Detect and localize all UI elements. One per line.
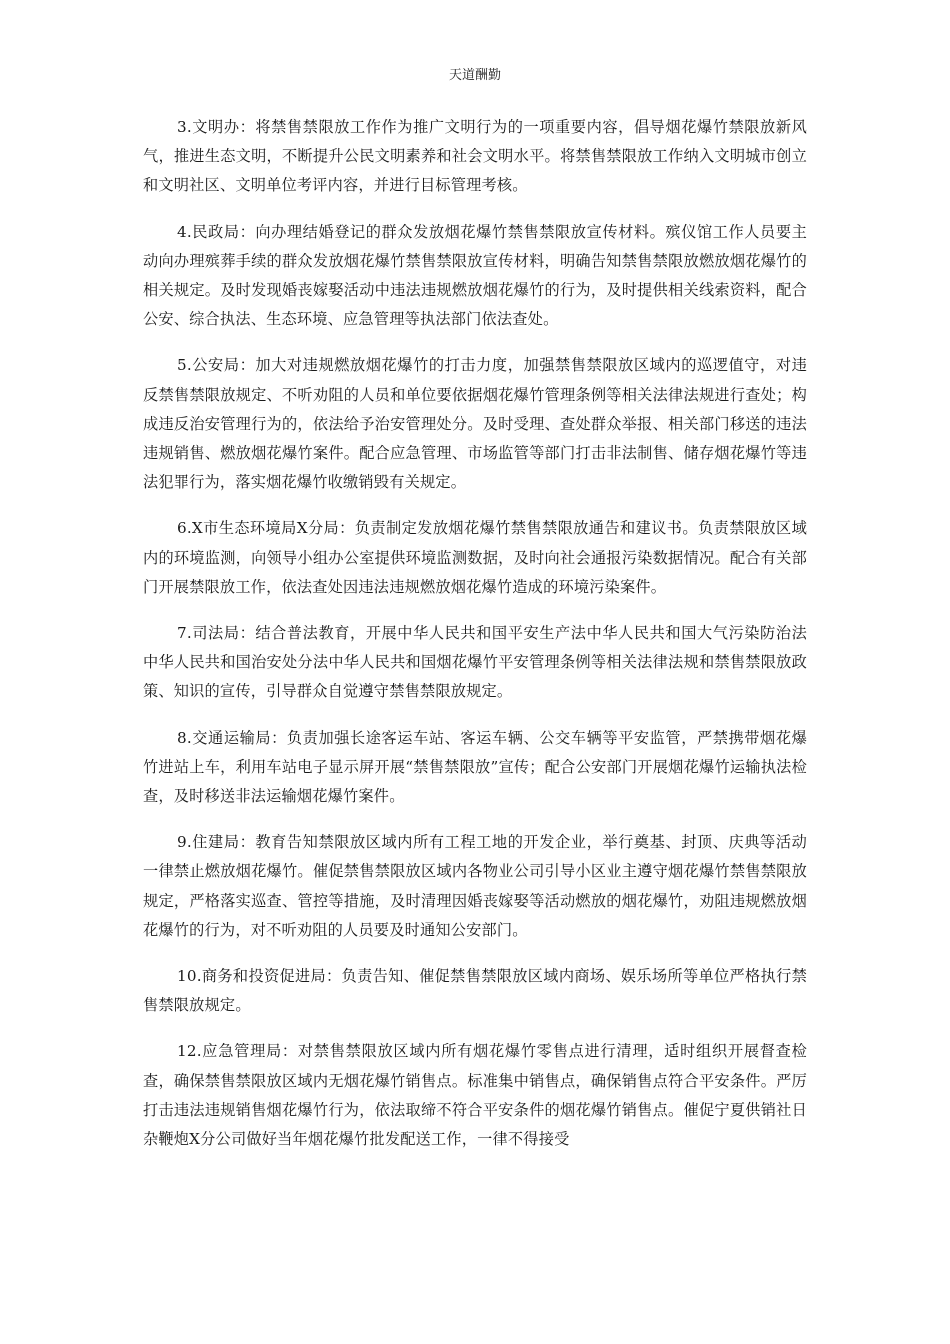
paragraph-commerce-investment-bureau: 10.商务和投资促进局：负责告知、催促禁售禁限放区域内商场、娱乐场所等单位严格执行禁售禁限放规定。 [143, 967, 807, 1015]
paragraph-emergency-management-bureau: 12.应急管理局：对禁售禁限放区域内所有烟花爆竹零售点进行清理，适时组织开展督查检查，确保禁售禁限放区域内无烟花爆竹销售点。标准集中销售点，确保销售点符合平安条件。严厉打击违法违规销售烟花爆竹行为，依法取缔不符合平安条件的烟花爆竹销售点。催促宁夏供销社日杂鞭炮X分公司做好当年烟花爆竹批发配送工作，一律不得接受 [143, 1042, 807, 1149]
paragraph-civil-affairs-bureau: 4.民政局：向办理结婚登记的群众发放烟花爆竹禁售禁限放宣传材料。殡仪馆工作人员要主动向办理殡葬手续的群众发放烟花爆竹禁售禁限放宣传材料，明确告知禁售禁限放燃放烟花爆竹的相关规定。及时发现婚丧嫁娶活动中违法违规燃放烟花爆竹的行为，及时提供相关线索资料，配合公安、综合执法、生态环境、应急管理等执法部门依法查处。 [143, 222, 807, 329]
paragraph-civilization-office: 3.文明办：将禁售禁限放工作作为推广文明行为的一项重要内容，倡导烟花爆竹禁限放新风气，推进生态文明，不断提升公民文明素养和社会文明水平。将禁售禁限放工作纳入文明城市创立和文明社区、文明单位考评内容，并进行目标管理考核。 [143, 118, 807, 195]
paragraph-justice-bureau: 7.司法局：结合普法教育，开展中华人民共和国平安生产法中华人民共和国大气污染防治法中华人民共和国治安处分法中华人民共和国烟花爆竹平安管理条例等相关法律法规和禁售禁限放政策、知识的宣传，引导群众自觉遵守禁售禁限放规定。 [143, 624, 807, 701]
document-body [143, 113, 807, 1171]
paragraph-public-security-bureau: 5.公安局：加大对违规燃放烟花爆竹的打击力度，加强禁售禁限放区域内的巡逻值守，对违反禁售禁限放规定、不听劝阻的人员和单位要依据烟花爆竹管理条例等相关法律法规进行查处；构成违反治安管理行为的，依法给予治安管理处分。及时受理、查处群众举报、相关部门移送的违法违规销售、燃放烟花爆竹案件。配合应急管理、市场监管等部门打击非法制售、储存烟花爆竹等违法犯罪行为，落实烟花爆竹收缴销毁有关规定。 [143, 356, 807, 492]
page-header: 天道酬勤 [448, 68, 501, 83]
paragraph-housing-construction-bureau: 9.住建局：教育告知禁限放区域内所有工程工地的开发企业，举行奠基、封顶、庆典等活动一律禁止燃放烟花爆竹。催促禁售禁限放区域内各物业公司引导小区业主遵守烟花爆竹禁售禁限放规定，严格落实巡查、管控等措施，及时清理因婚丧嫁娶等活动燃放的烟花爆竹，劝阻违规燃放烟花爆竹的行为，对不听劝阻的人员要及时通知公安部门。 [143, 833, 807, 939]
paragraph-transport-bureau: 8.交通运输局：负责加强长途客运车站、客运车辆、公交车辆等平安监管，严禁携带烟花爆竹进站上车，利用车站电子显示屏开展“禁售禁限放”宣传；配合公安部门开展烟花爆竹运输执法检查，及时移送非法运输烟花爆竹案件。 [143, 728, 807, 806]
paragraph-ecology-environment-bureau: 6.X市生态环境局X分局：负责制定发放烟花爆竹禁售禁限放通告和建议书。负责禁限放区域内的环境监测，向领导小组办公室提供环境监测数据，及时向社会通报污染数据情况。配合有关部门开展禁限放工作，依法查处因违法违规燃放烟花爆竹造成的环境污染案件。 [143, 519, 807, 596]
